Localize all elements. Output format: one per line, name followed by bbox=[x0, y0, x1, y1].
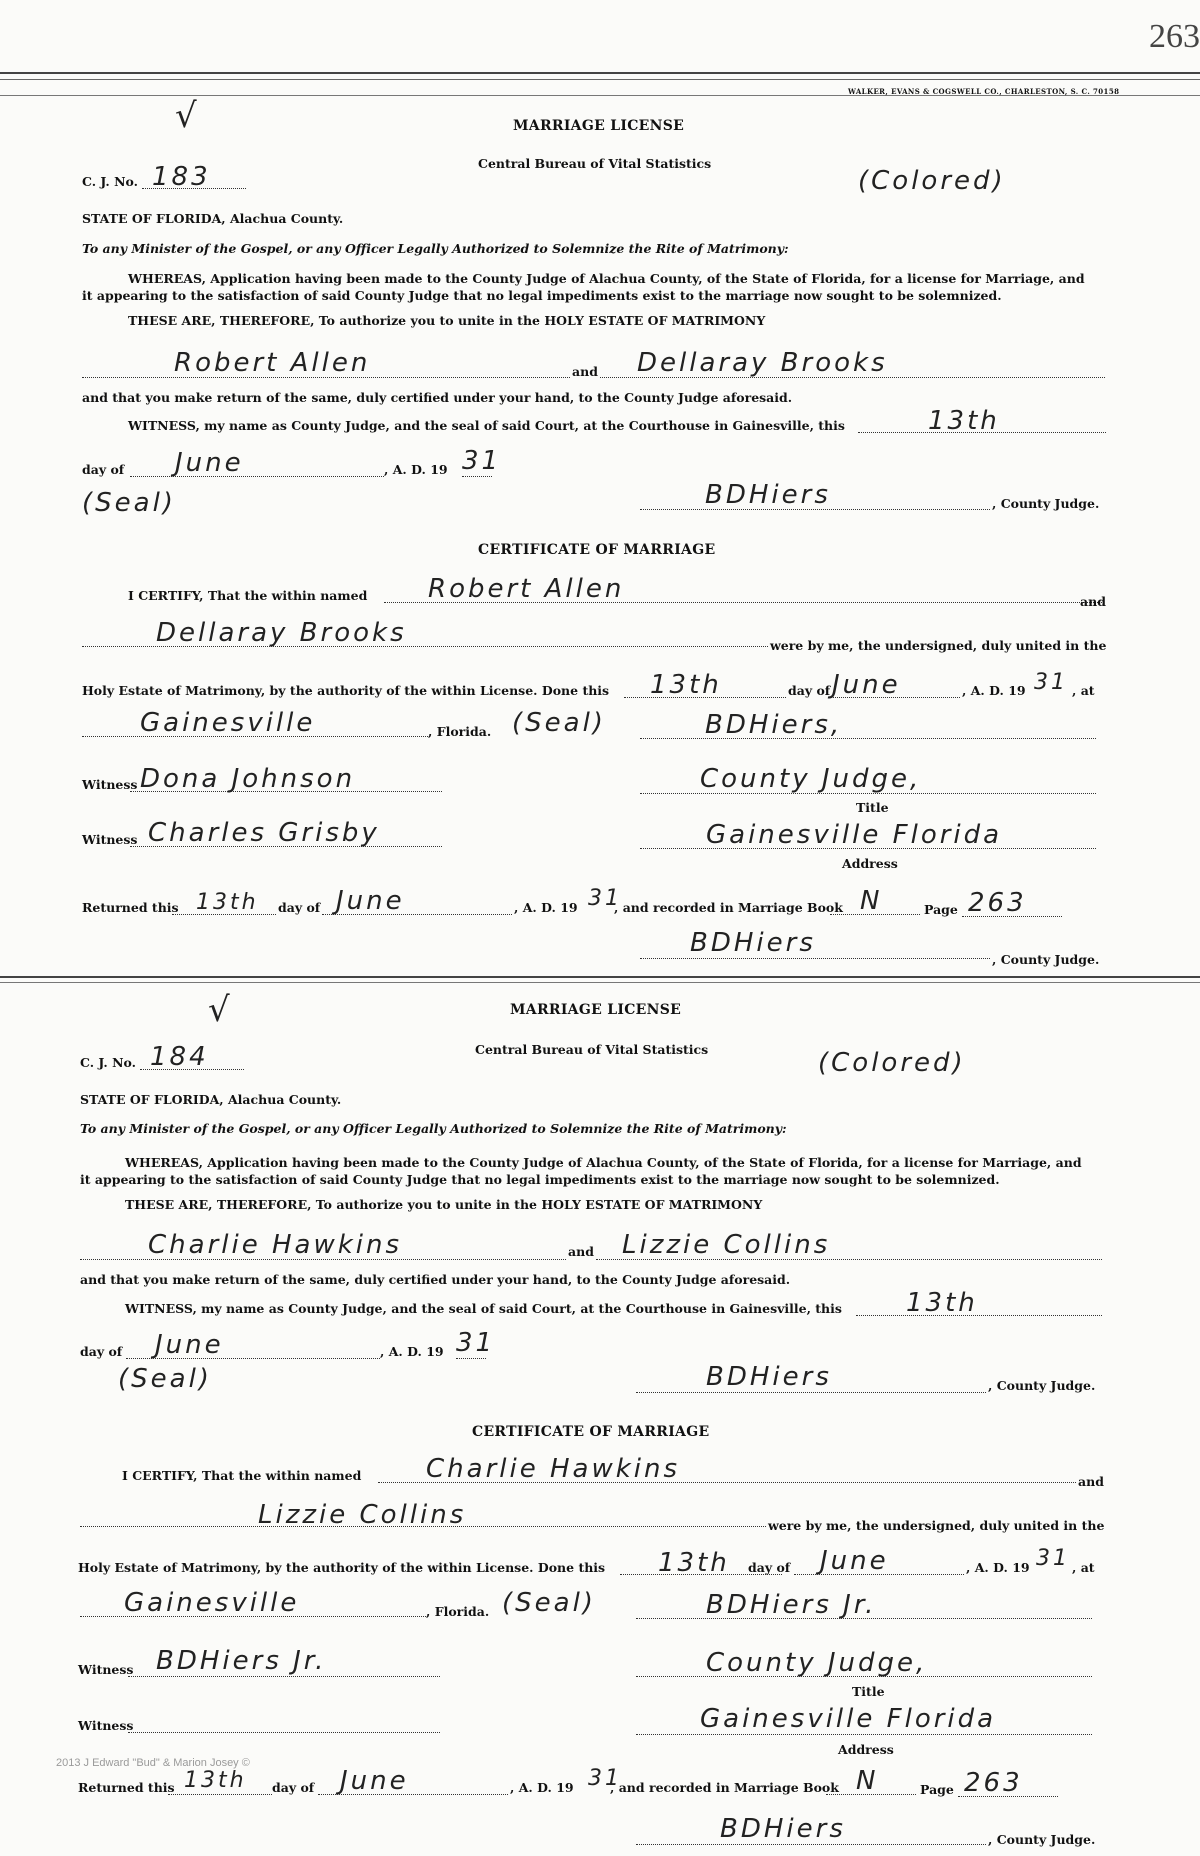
recorder-sig-line bbox=[640, 958, 990, 959]
license-day-line bbox=[856, 1315, 1102, 1316]
returned-year: 31 bbox=[588, 1766, 622, 1791]
page-value: 263 bbox=[968, 888, 1027, 918]
cert-seal-mark: (Seal) bbox=[502, 1588, 596, 1618]
address-label: Address bbox=[842, 856, 898, 871]
were-by-me-label: were by me, the undersigned, duly united in the bbox=[770, 638, 1107, 653]
cj-no-label: C. J. No. bbox=[80, 1055, 136, 1070]
holy-estate-label: Holy Estate of Matrimony, by the authority of the within License. Done this bbox=[78, 1560, 606, 1575]
license-month-line bbox=[130, 476, 384, 477]
bride-name: Dellaray Brooks bbox=[637, 348, 888, 378]
witness-2: Charles Grisby bbox=[148, 818, 380, 848]
done-year: 31 bbox=[1036, 1546, 1070, 1571]
license-day: 13th bbox=[906, 1288, 978, 1318]
license-month: June bbox=[175, 448, 244, 478]
book-value: N bbox=[856, 1766, 879, 1796]
day-of-label: day of bbox=[80, 1344, 123, 1359]
bride-name: Lizzie Collins bbox=[622, 1230, 831, 1260]
officiant-signature: BDHiers Jr. bbox=[706, 1590, 877, 1620]
witness-1-label: Witness bbox=[78, 1662, 134, 1677]
recorded-label: , and recorded in Marriage Book bbox=[610, 1780, 839, 1795]
day-of-label: day of bbox=[82, 462, 125, 477]
copyright-watermark: 2013 J Edward "Bud" & Marion Josey © bbox=[56, 1757, 250, 1769]
place: Gainesville bbox=[140, 708, 316, 738]
page-label: Page bbox=[920, 1782, 954, 1797]
witness-2-label: Witness bbox=[82, 832, 138, 847]
license-heading: MARRIAGE LICENSE bbox=[510, 1002, 682, 1018]
top-rule bbox=[0, 72, 1200, 74]
county-judge-label: , County Judge. bbox=[988, 1378, 1096, 1393]
ad-label: , A. D. 19 bbox=[380, 1344, 444, 1359]
returned-label: Returned this bbox=[82, 900, 179, 915]
certificate-heading: CERTIFICATE OF MARRIAGE bbox=[478, 542, 716, 558]
judge-signature: BDHiers bbox=[706, 1362, 832, 1392]
cj-no-label: C. J. No. bbox=[82, 174, 138, 189]
record-separator-2 bbox=[0, 982, 1200, 983]
to-any-label: To any Minister of the Gospel, or any Officer Legally Authorized to Solemnize the Rite of Matrimony: bbox=[82, 241, 789, 256]
cert-bride: Lizzie Collins bbox=[258, 1500, 467, 1530]
recorder-sig-line bbox=[636, 1844, 986, 1845]
state-label: STATE OF FLORIDA, Alachua County. bbox=[80, 1092, 342, 1107]
i-certify-label: I CERTIFY, That the within named bbox=[122, 1468, 362, 1483]
done-month: June bbox=[832, 670, 901, 700]
address-label: Address bbox=[838, 1742, 894, 1757]
whereas-line-2: it appearing to the satisfaction of said County Judge that no legal impediments exist to the marriage now sought to be solemnized. bbox=[82, 288, 1002, 303]
witness-line-label: WITNESS, my name as County Judge, and the seal of said Court, at the Courthouse in Gainesville, this bbox=[125, 1301, 842, 1316]
and-label: and bbox=[572, 364, 598, 379]
witness-2-label: Witness bbox=[78, 1718, 134, 1733]
returned-day: 13th bbox=[184, 1768, 247, 1793]
license-month: June bbox=[155, 1330, 224, 1360]
page-label: Page bbox=[924, 902, 958, 917]
done-year: 31 bbox=[1034, 670, 1068, 695]
cj-no-value: 183 bbox=[152, 162, 211, 192]
return-label: and that you make return of the same, duly certified under your hand, to the County Judge aforesaid. bbox=[82, 390, 793, 405]
title-label: Title bbox=[856, 800, 889, 815]
page-number: 263 bbox=[1149, 18, 1200, 55]
were-by-me-label: were by me, the undersigned, duly united in the bbox=[768, 1518, 1105, 1533]
returned-year: 31 bbox=[588, 886, 622, 911]
seal-mark: (Seal) bbox=[118, 1364, 212, 1394]
officiant-address: Gainesville Florida bbox=[700, 1704, 997, 1734]
to-any-label: To any Minister of the Gospel, or any Officer Legally Authorized to Solemnize the Rite of Matrimony: bbox=[80, 1121, 787, 1136]
florida-label: , Florida. bbox=[428, 724, 492, 739]
witness-1: Dona Johnson bbox=[140, 764, 356, 794]
these-are-label: THESE ARE, THEREFORE, To authorize you to unite in the HOLY ESTATE OF MATRIMONY bbox=[128, 313, 766, 328]
officiant-title: County Judge, bbox=[706, 1648, 928, 1678]
at-label: , at bbox=[1072, 683, 1095, 698]
returned-day: 13th bbox=[196, 890, 259, 915]
cert-and-label: and bbox=[1078, 1474, 1104, 1489]
state-label: STATE OF FLORIDA, Alachua County. bbox=[82, 211, 344, 226]
at-label: , at bbox=[1072, 1560, 1095, 1575]
colored-note: (Colored) bbox=[858, 166, 1006, 196]
recorder-county-judge-label: , County Judge. bbox=[992, 952, 1100, 967]
returned-label: Returned this bbox=[78, 1780, 175, 1795]
license-year-line bbox=[456, 1358, 486, 1359]
witness-2-line bbox=[128, 1732, 440, 1733]
return-label: and that you make return of the same, duly certified under your hand, to the County Judge aforesaid. bbox=[80, 1272, 791, 1287]
bureau-label: Central Bureau of Vital Statistics bbox=[478, 156, 712, 171]
recorder-county-judge-label: , County Judge. bbox=[988, 1832, 1096, 1847]
done-day-of-label: day of bbox=[788, 683, 831, 698]
top-rule-2 bbox=[0, 79, 1200, 80]
cert-and-label: and bbox=[1080, 594, 1106, 609]
returned-day-line bbox=[168, 1794, 272, 1795]
witness-1-line bbox=[128, 1676, 440, 1677]
certificate-heading: CERTIFICATE OF MARRIAGE bbox=[472, 1424, 710, 1440]
done-day: 13th bbox=[658, 1548, 730, 1578]
returned-day-of-label: day of bbox=[278, 900, 321, 915]
record-separator bbox=[0, 976, 1200, 978]
i-certify-label: I CERTIFY, That the within named bbox=[128, 588, 368, 603]
judge-signature: BDHiers bbox=[705, 480, 831, 510]
county-judge-label: , County Judge. bbox=[992, 496, 1100, 511]
license-heading: MARRIAGE LICENSE bbox=[513, 118, 685, 134]
bureau-label: Central Bureau of Vital Statistics bbox=[475, 1042, 709, 1057]
cert-groom: Robert Allen bbox=[428, 574, 625, 604]
cj-no-value: 184 bbox=[150, 1042, 209, 1072]
done-day: 13th bbox=[650, 670, 722, 700]
done-ad-label: , A. D. 19 bbox=[966, 1560, 1030, 1575]
officiant-title: County Judge, bbox=[700, 764, 922, 794]
title-label: Title bbox=[852, 1684, 885, 1699]
witness-1-label: Witness bbox=[82, 777, 138, 792]
witness-line-label: WITNESS, my name as County Judge, and the seal of said Court, at the Courthouse in Gainesville, this bbox=[128, 418, 845, 433]
place: Gainesville bbox=[124, 1588, 300, 1618]
returned-month: June bbox=[336, 886, 405, 916]
officiant-signature: BDHiers, bbox=[705, 710, 843, 740]
whereas-line-2: it appearing to the satisfaction of said County Judge that no legal impediments exist to the marriage now sought to be solemnized. bbox=[80, 1172, 1000, 1187]
recorded-label: , and recorded in Marriage Book bbox=[614, 900, 843, 915]
holy-estate-label: Holy Estate of Matrimony, by the authority of the within License. Done this bbox=[82, 683, 610, 698]
groom-name: Charlie Hawkins bbox=[148, 1230, 403, 1260]
cert-seal-mark: (Seal) bbox=[512, 708, 606, 738]
returned-month: June bbox=[340, 1766, 409, 1796]
officiant-address: Gainesville Florida bbox=[706, 820, 1003, 850]
license-day: 13th bbox=[928, 406, 1000, 436]
done-day-of-label: day of bbox=[748, 1560, 791, 1575]
check-mark-icon: √ bbox=[208, 990, 230, 1030]
these-are-label: THESE ARE, THEREFORE, To authorize you to unite in the HOLY ESTATE OF MATRIMONY bbox=[125, 1197, 763, 1212]
license-year-line bbox=[462, 476, 492, 477]
check-mark-icon: √ bbox=[175, 96, 197, 136]
whereas-line-1: WHEREAS, Application having been made to the County Judge of Alachua County, of the State of Florida, for a license for Marriage, and bbox=[128, 271, 1085, 286]
page-value: 263 bbox=[964, 1768, 1023, 1798]
judge-sig-line bbox=[636, 1392, 986, 1393]
done-month: June bbox=[820, 1546, 889, 1576]
and-label: and bbox=[568, 1244, 594, 1259]
license-year: 31 bbox=[456, 1328, 496, 1358]
address-line bbox=[636, 1734, 1092, 1735]
florida-label: , Florida. bbox=[426, 1604, 490, 1619]
license-year: 31 bbox=[462, 446, 502, 476]
colored-note: (Colored) bbox=[818, 1048, 966, 1078]
cert-bride: Dellaray Brooks bbox=[156, 618, 407, 648]
returned-ad-label: , A. D. 19 bbox=[510, 1780, 574, 1795]
cert-groom: Charlie Hawkins bbox=[426, 1454, 681, 1484]
whereas-line-1: WHEREAS, Application having been made to the County Judge of Alachua County, of the State of Florida, for a license for Marriage, and bbox=[125, 1155, 1082, 1170]
returned-ad-label: , A. D. 19 bbox=[514, 900, 578, 915]
ad-label: , A. D. 19 bbox=[384, 462, 448, 477]
recorder-signature: BDHiers bbox=[690, 928, 816, 958]
seal-mark: (Seal) bbox=[82, 488, 176, 518]
groom-name: Robert Allen bbox=[174, 348, 371, 378]
book-value: N bbox=[860, 886, 883, 916]
done-ad-label: , A. D. 19 bbox=[962, 683, 1026, 698]
witness-1: BDHiers Jr. bbox=[156, 1646, 327, 1676]
recorder-signature: BDHiers bbox=[720, 1814, 846, 1844]
returned-day-of-label: day of bbox=[272, 1780, 315, 1795]
printer-imprint: WALKER, EVANS & COGSWELL CO., CHARLESTON, S. C. 70158 bbox=[848, 87, 1120, 96]
